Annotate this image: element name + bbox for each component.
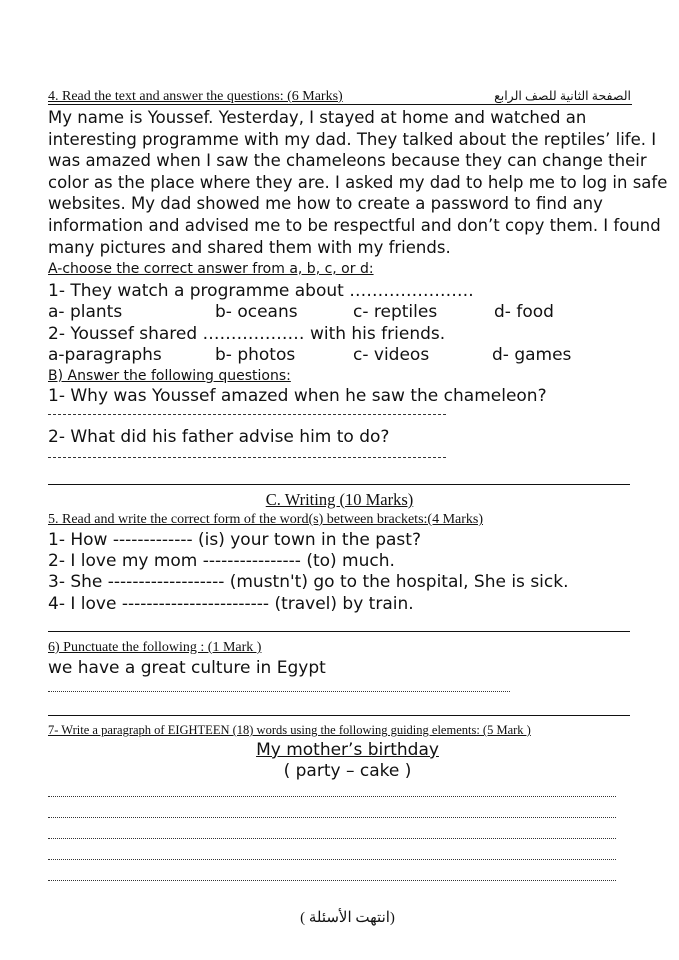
- q6-sentence: we have a great culture in Egypt: [48, 658, 326, 678]
- section-rule: [48, 631, 630, 632]
- writing-section-title: C. Writing (10 Marks): [265, 490, 414, 509]
- answer-line: [48, 414, 446, 415]
- q1-option-d: d- food: [494, 302, 554, 322]
- answer-line: [48, 691, 510, 692]
- q5-item: 2- I love my mom ---------------- (to) much.: [48, 551, 395, 571]
- writing-line: [48, 838, 616, 839]
- q2-option-a: a-paragraphs: [48, 345, 162, 365]
- question-6-title: 6) Punctuate the following : (1 Mark ): [48, 640, 262, 655]
- passage-line: interesting programme with my dad. They talked about the reptiles’ life. I: [48, 129, 657, 149]
- section4-title: 4. Read the text and answer the questions: (6 Marks): [48, 89, 343, 104]
- q1-option-c: c- reptiles: [353, 302, 438, 322]
- arabic-page-label: الصفحة الثانية للصف الرابع: [494, 89, 631, 103]
- passage-line: websites. My dad showed me how to create a password to find any: [48, 194, 603, 214]
- writing-line: [48, 880, 616, 881]
- q2-option-b: b- photos: [215, 345, 296, 365]
- part-a-question-2: 2- Youssef shared ……………… with his friends.: [48, 324, 446, 344]
- part-b-question-1: 1- Why was Youssef amazed when he saw the chameleon?: [48, 386, 547, 406]
- part-b-title: B) Answer the following questions:: [48, 368, 291, 384]
- section-rule: [48, 484, 630, 485]
- passage-line: was amazed when I saw the chameleons because they can change their: [48, 151, 647, 171]
- q7-guiding-elements: ( party – cake ): [283, 761, 412, 781]
- question-5-title: 5. Read and write the correct form of the word(s) between brackets:(4 Marks): [48, 512, 483, 527]
- writing-line: [48, 859, 616, 860]
- q2-option-d: d- games: [492, 345, 572, 365]
- q5-item: 4- I love ------------------------ (travel) by train.: [48, 594, 414, 614]
- q7-topic: My mother’s birthday: [256, 740, 439, 760]
- question-7-title: 7- Write a paragraph of EIGHTEEN (18) words using the following guiding elements: (5 Mark ): [48, 723, 531, 737]
- q1-option-b: b- oceans: [215, 302, 298, 322]
- q1-option-a: a- plants: [48, 302, 123, 322]
- part-a-title: A-choose the correct answer from a, b, c, or d:: [48, 261, 374, 277]
- end-of-questions-note: (انتهت الأسئلة ): [300, 910, 395, 926]
- part-b-question-2: 2- What did his father advise him to do?: [48, 427, 390, 447]
- q5-item: 1- How ------------- (is) your town in the past?: [48, 530, 421, 550]
- q5-item: 3- She ------------------- (mustn't) go to the hospital, She is sick.: [48, 572, 569, 592]
- passage-line: many pictures and shared them with my friends.: [48, 237, 451, 257]
- writing-line: [48, 817, 616, 818]
- passage-line: My name is Youssef. Yesterday, I stayed at home and watched an: [48, 108, 587, 127]
- passage-line: information and advised me to be respectful and don’t copy them. I found: [48, 215, 661, 235]
- passage: [48, 107, 667, 258]
- passage-line: color as the place where they are. I asked my dad to help me to log in safe: [48, 172, 668, 192]
- header-rule: [48, 104, 632, 105]
- answer-line: [48, 457, 446, 458]
- section-rule: [48, 715, 630, 716]
- part-a-question-1: 1- They watch a programme about ………………….: [48, 281, 474, 301]
- writing-line: [48, 796, 616, 797]
- q2-option-c: c- videos: [353, 345, 430, 365]
